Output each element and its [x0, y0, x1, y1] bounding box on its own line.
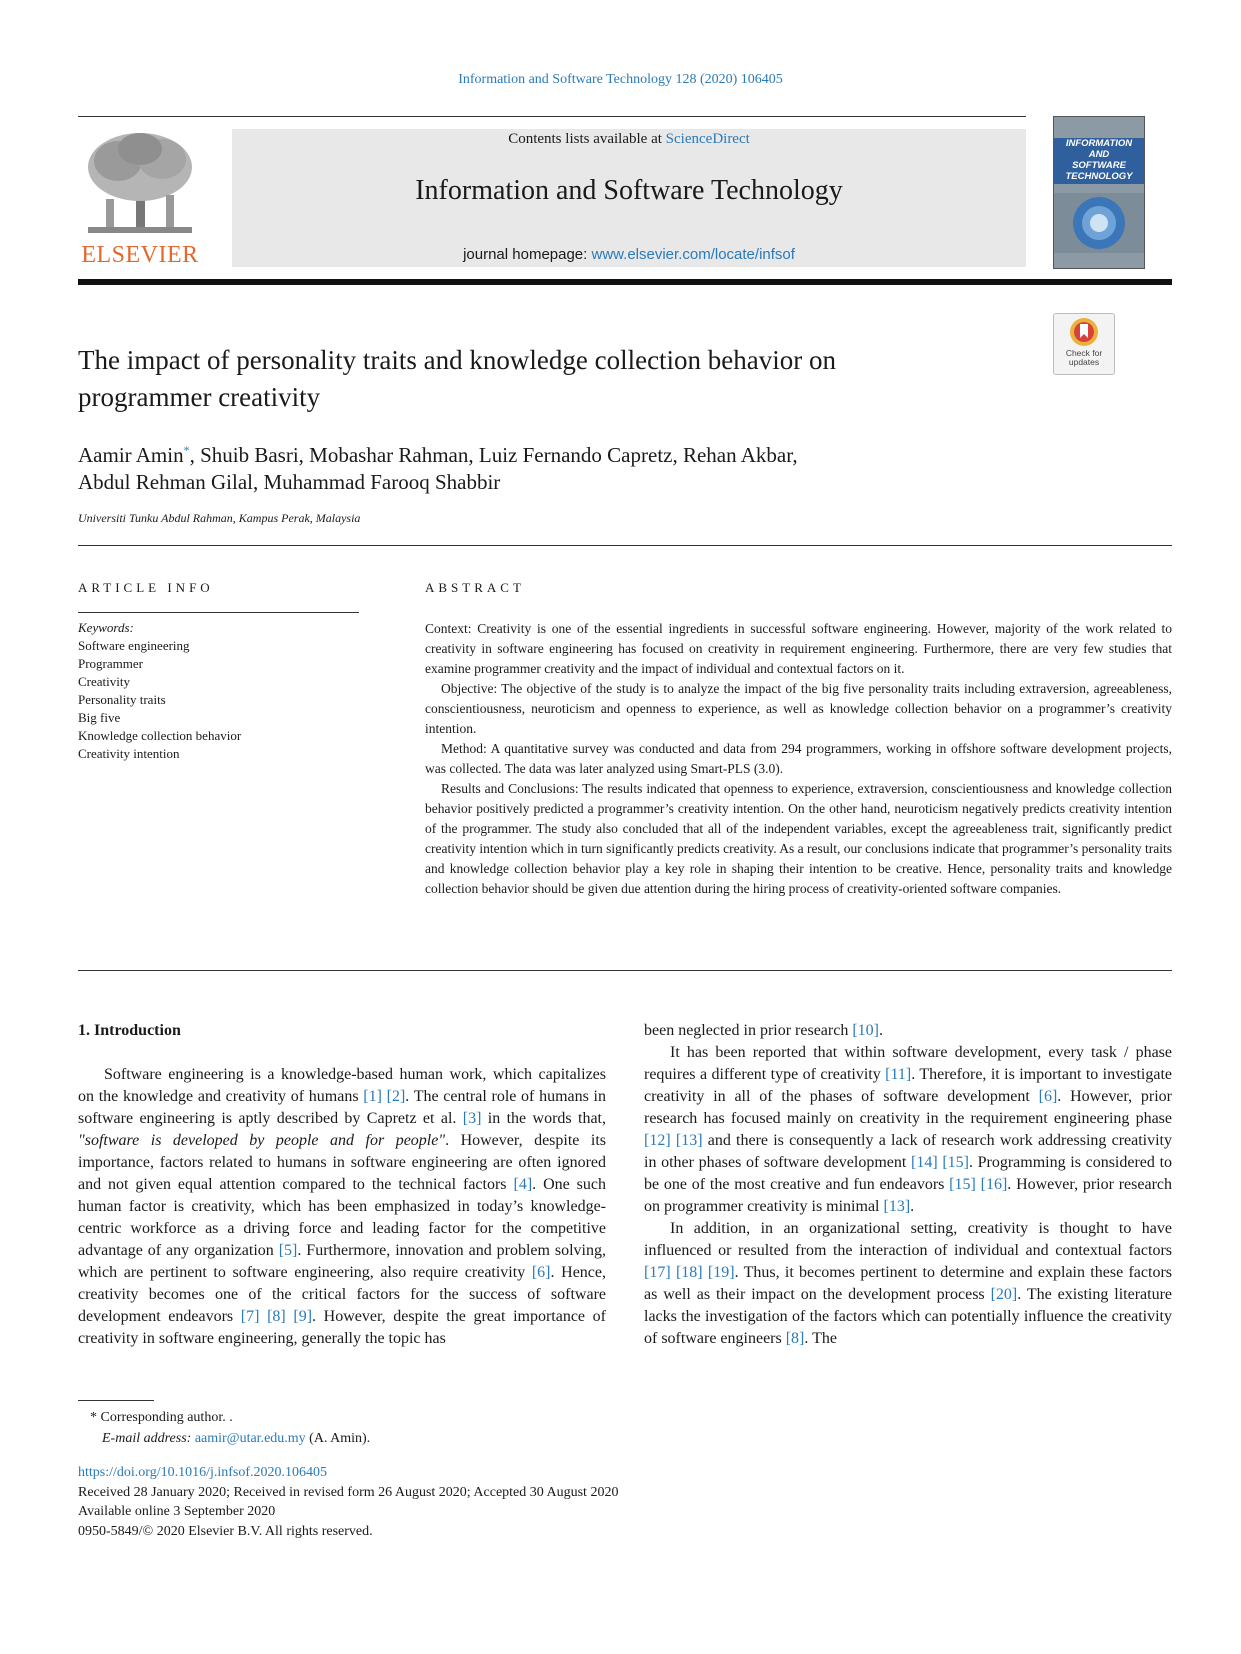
cover-title-line: SOFTWARE [1072, 160, 1126, 171]
check-label-line: Check for [1065, 348, 1103, 358]
paragraph-text: Software engineering is a knowledge-based human work, which capitalizes on the knowledge and creativity of humans [78, 1066, 606, 1105]
header-thick-rule [78, 279, 1172, 285]
reference-link[interactable]: [3] [462, 1110, 482, 1127]
email-label: E-mail address: [102, 1431, 192, 1446]
abstract-rule [78, 970, 1172, 971]
reference-link[interactable]: [15] [949, 1176, 976, 1193]
author-email-link[interactable]: aamir@utar.edu.my [194, 1431, 306, 1446]
article-title-line: The impact of personality traits and knowledge collection behavior on [78, 345, 837, 375]
paragraph-text: . The central role of humans in software engineering is aptly described by Capretz et al. [78, 1088, 607, 1127]
intro-paragraph-continued [644, 1020, 1172, 1042]
article-info-rule [78, 612, 359, 613]
paragraph-text: In addition, in an organizational setting, creativity is thought to have influenced or resulted from the interaction of individual and contextual factors [644, 1220, 1172, 1259]
keyword-item: Programmer [78, 656, 143, 671]
reference-link[interactable]: [18] [675, 1264, 703, 1281]
reference-link[interactable]: [13] [675, 1132, 703, 1149]
authors-line [78, 437, 1078, 469]
abstract-context: Context: Creativity is one of the essential ingredients in successful software engineering. However, majority of the work related to creativity in software engineering has focused on creativity in requirement engineering. Furthermore, there are very few studies that examine programmer creativity and the impact of individual and contextual factors on it. [425, 621, 1172, 676]
paragraph-text: . One such human factor is creativity, which has been emphasized in today’s knowledge-centric workforce as a driving force and leading factor for the competitive advantage of any organization [78, 1176, 607, 1259]
paragraph-text: . However, prior research has focused mainly on creativity in the requirement engineering phase [644, 1088, 1172, 1127]
article-title-line: programmer creativity [78, 382, 321, 412]
paragraph-text: . Programming is considered to be one of the most creative and fun endeavors [644, 1154, 1173, 1193]
author-names: , Shuib Basri, Mobashar Rahman, Luiz Fernando Capretz, Rehan Akbar, [189, 443, 798, 467]
intro-paragraph [644, 1042, 1172, 1218]
paragraph-text: and there is consequently a lack of research work addressing creativity in other phases of software development [644, 1132, 1173, 1171]
footnote [78, 1407, 370, 1449]
paragraph-text: . However, prior research on programmer creativity is minimal [644, 1176, 1173, 1215]
paragraph-text: in the words that, [481, 1110, 607, 1127]
abstract-results: Results and Conclusions: The results indicated that openness to experience, extraversion, conscientiousness and knowledge collection behavior positively predicted a programmer’s creativity intention. On the other hand, neuroticism negatively predicts creativity intention of the programmer. The study also concluded that all of the independent variables, except the agreeableness trait, significantly predict creativity intention which in turn significantly predicts creativity. As a result, our conclusions indicate that programmer’s personality traits and knowledge collection behavior play a key role in shaping their intention to be creative. Hence, personality traits and knowledge collection behavior should be given due attention during the hiring process of creativity-oriented software companies. [425, 781, 1172, 896]
check-for-updates-label [1054, 349, 1114, 367]
cover-title-line: AND [1088, 149, 1110, 160]
abstract-heading: ABSTRACT [425, 580, 525, 595]
author-affiliation: Universiti Tunku Abdul Rahman, Kampus Perak, Malaysia [78, 511, 361, 525]
reference-link[interactable]: [4] [513, 1176, 533, 1193]
paragraph-text: It has been reported that within software development, every task / phase requires a different type of creativity [644, 1044, 1172, 1083]
reference-link[interactable]: [5] [278, 1242, 298, 1259]
check-label-line: updates [1068, 357, 1100, 367]
paragraph-text: . Therefore, it is important to investigate creativity in all of the phases of software development [644, 1066, 1172, 1105]
reference-link[interactable]: [16] [980, 1176, 1008, 1193]
paragraph-text: . However, despite the great importance of creativity in software engineering, generally the topic has [78, 1308, 607, 1347]
author-name: Aamir Amin [78, 443, 184, 467]
paragraph-text: . [910, 1198, 915, 1215]
author-list [78, 437, 1078, 496]
journal-masthead [232, 129, 1026, 267]
reference-link[interactable]: [7] [240, 1308, 260, 1325]
journal-cover-thumbnail [1053, 116, 1145, 269]
keyword-item: Knowledge collection behavior [78, 728, 242, 743]
available-online-date: Available online 3 September 2020 [78, 1504, 276, 1519]
paragraph-text: . However, despite its importance, factors related to humans in software engineering are often ignored and not given equal attention compared to the technical factors [78, 1132, 606, 1193]
reference-link[interactable]: [8] [267, 1308, 286, 1325]
reference-link[interactable]: [13] [883, 1198, 911, 1215]
title-rule [78, 545, 1172, 546]
cover-disc-icon [1054, 193, 1144, 253]
footnote-rule [78, 1400, 154, 1401]
authors-line: Abdul Rehman Gilal, Muhammad Farooq Shabbir [78, 470, 501, 494]
body-column-left [78, 1020, 606, 1350]
cover-title-line: TECHNOLOGY [1065, 171, 1133, 182]
corresponding-author-mark[interactable]: * [183, 443, 190, 457]
paragraph-text: been neglected in prior research [644, 1022, 853, 1039]
intro-paragraph [644, 1218, 1172, 1350]
publisher-name: ELSEVIER [81, 242, 199, 268]
keywords-label: Keywords: [78, 620, 134, 635]
email-suffix: (A. Amin). [305, 1431, 371, 1446]
reference-link[interactable]: [15] [942, 1154, 969, 1171]
contents-prefix: Contents lists available at [508, 131, 666, 147]
journal-homepage-link[interactable]: www.elsevier.com/locate/infsof [591, 246, 795, 263]
reference-link[interactable]: [19] [707, 1264, 735, 1281]
reference-link[interactable]: [8] [785, 1330, 805, 1347]
copyright-notice: 0950-5849/© 2020 Elsevier B.V. All rights reserved. [78, 1523, 373, 1539]
article-title [78, 342, 1008, 416]
elsevier-tree-logo [78, 129, 202, 269]
paragraph-text: . The existing literature lacks the investigation of the factors which can potentially influence the creativity of software engineers [644, 1286, 1173, 1347]
journal-name: Information and Software Technology [415, 175, 843, 206]
crossmark-icon [1054, 314, 1114, 350]
reference-link[interactable]: [11] [885, 1066, 912, 1083]
journal-homepage-line [232, 246, 1026, 263]
keyword-item: Personality traits [78, 692, 166, 707]
section-heading: 1. Introduction [78, 1022, 181, 1039]
reference-link[interactable]: [20] [990, 1286, 1018, 1303]
corresponding-author-note: * Corresponding author. . [90, 1410, 233, 1425]
doi-link[interactable]: https://doi.org/10.1016/j.infsof.2020.106405 [78, 1465, 328, 1480]
reference-link[interactable]: [17] [644, 1264, 671, 1281]
contents-available-line [232, 131, 1026, 148]
journal-citation[interactable]: Information and Software Technology 128 (2020) 106405 [458, 72, 783, 87]
reference-link[interactable]: [2] [386, 1088, 406, 1105]
keyword-item: Big five [78, 710, 121, 725]
paragraph-text: . Furthermore, innovation and problem solving, which are pertinent to software engineering, also require creativity [78, 1242, 607, 1281]
keyword-item: Creativity [78, 674, 130, 689]
reference-link[interactable]: [10] [852, 1022, 879, 1039]
keyword-item: Software engineering [78, 638, 190, 653]
paragraph-text: . The [804, 1330, 837, 1347]
reference-link[interactable]: [12] [644, 1132, 671, 1149]
email-line [78, 1428, 370, 1449]
keyword-item: Creativity intention [78, 746, 180, 761]
received-dates: Received 28 January 2020; Received in revised form 26 August 2020; Accepted 30 August 2020 [78, 1484, 619, 1500]
paragraph-text: . Hence, creativity becomes one of the critical factors for the success of software development endeavors [78, 1264, 607, 1325]
tree-icon [78, 129, 202, 241]
paragraph-text: . [879, 1022, 883, 1039]
reference-link[interactable]: [9] [293, 1308, 313, 1325]
cover-artwork [1054, 193, 1144, 253]
paragraph-text: . Thus, it becomes pertinent to determine and explain these factors as well as their impact on the development process [644, 1264, 1172, 1303]
reference-link[interactable]: [1] [363, 1088, 382, 1105]
article-frontmatter [78, 1463, 618, 1541]
check-for-updates-button[interactable] [1053, 313, 1115, 375]
sciencedirect-link[interactable]: ScienceDirect [665, 131, 750, 147]
article-info-heading: ARTICLE INFO [78, 580, 214, 595]
reference-link[interactable]: [14] [910, 1154, 938, 1171]
body-column-right [644, 1020, 1172, 1350]
cover-title-line: INFORMATION [1065, 138, 1133, 149]
cover-title [1054, 138, 1144, 184]
abstract-body [425, 619, 1172, 899]
keywords-list [78, 619, 241, 763]
quoted-text: "software is developed by people and for people" [78, 1132, 446, 1149]
reference-link[interactable]: [6] [531, 1264, 551, 1281]
reference-link[interactable]: [6] [1038, 1088, 1058, 1105]
abstract-objective: Objective: The objective of the study is to analyze the impact of the big five personality traits including extraversion, agreeableness, conscientiousness, neuroticism and openness to experience, as well as knowledge collection behavior on a programmer’s creativity intention. [425, 681, 1172, 736]
abstract-method: Method: A quantitative survey was conducted and data from 294 programmers, working in offshore software development projects, was collected. The data was later analyzed using Smart-PLS (3.0). [425, 741, 1172, 776]
header-rule [78, 116, 1026, 117]
homepage-prefix: journal homepage: [463, 246, 592, 263]
intro-paragraph [78, 1064, 606, 1350]
